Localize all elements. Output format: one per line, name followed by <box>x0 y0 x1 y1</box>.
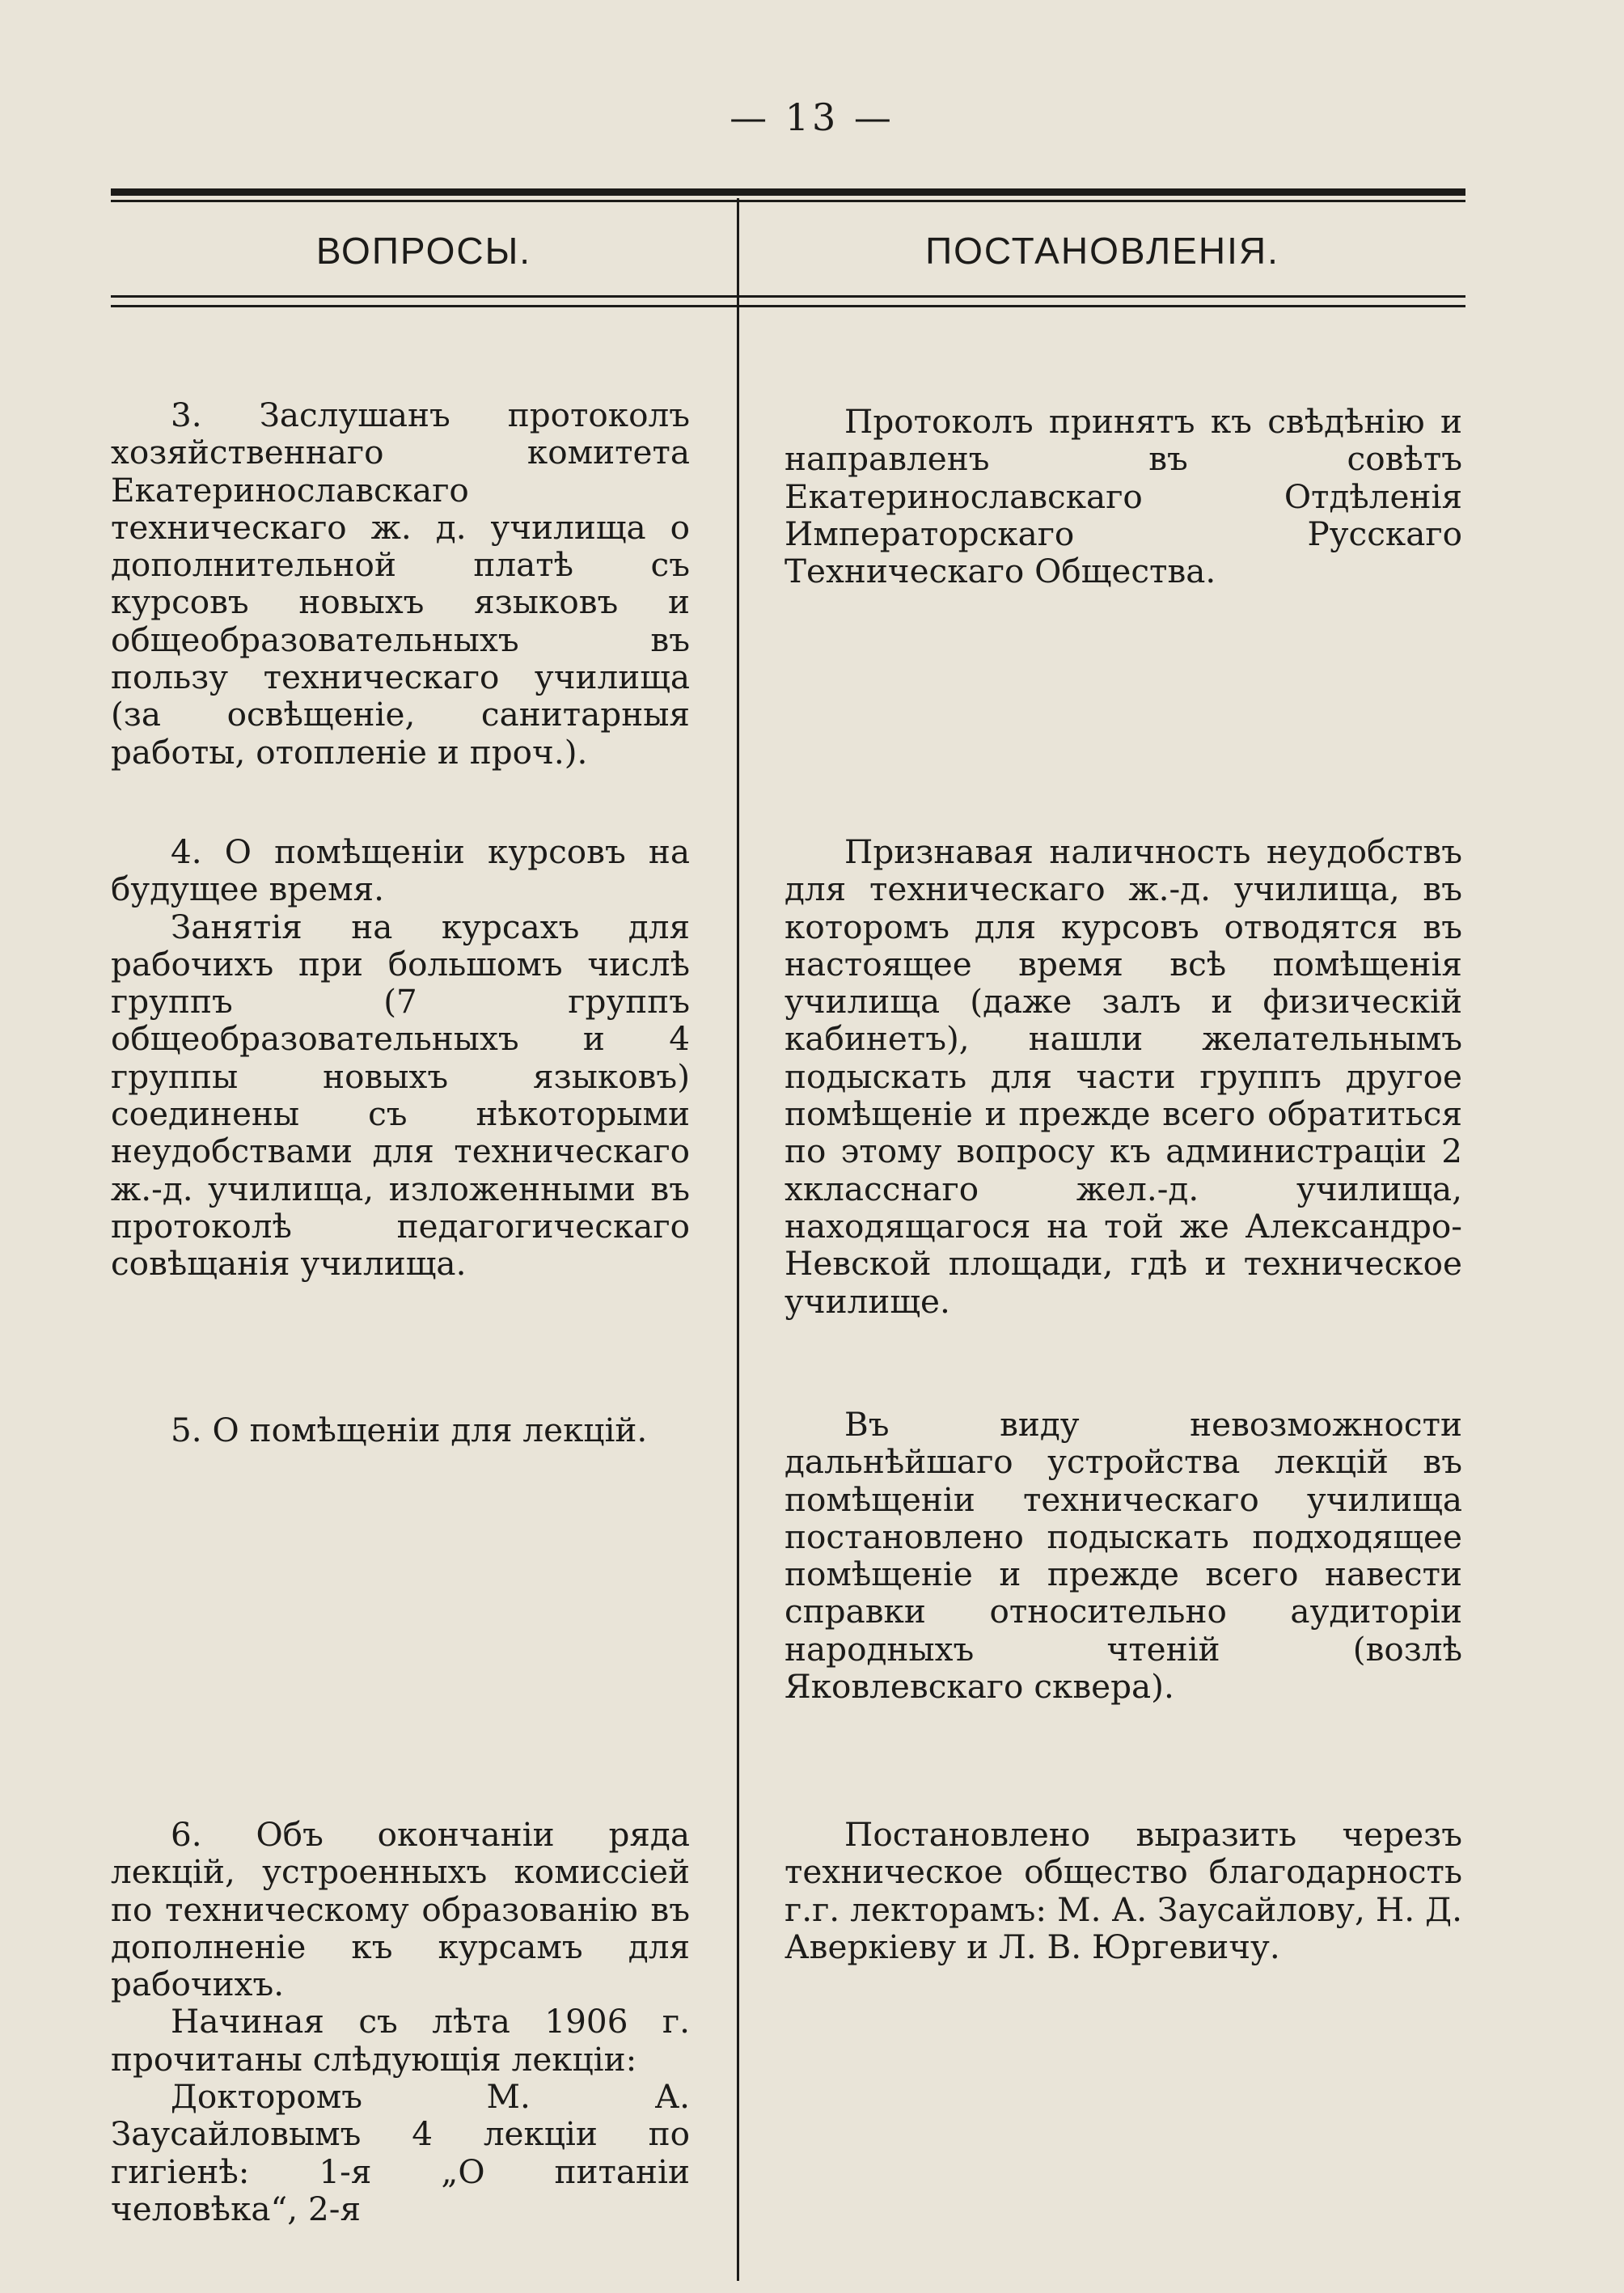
question-6-title: 6. Объ окончаніи ряда лекцій, устроенныхъ комиссіей по техническому образованію въ дополненіе къ курсамъ для рабочихъ. <box>111 1815 690 2004</box>
resolution-3-text: Протоколъ принятъ къ свѣдѣнію и направленъ въ совѣтъ Екатеринославскаго Отдѣленія Императорскаго Русскаго Техническаго Общества. <box>785 402 1462 591</box>
question-6-text: Начиная съ лѣта 1906 г. прочитаны слѣдующія лекціи: <box>111 2002 690 2079</box>
resolution-3 <box>785 403 1462 590</box>
resolution-6 <box>785 1816 1462 1965</box>
header-top-rule <box>111 188 1465 196</box>
column-header-resolutions: ПОСТАНОВЛЕНІЯ. <box>925 230 1279 272</box>
question-5 <box>111 1411 690 1449</box>
question-3 <box>111 396 690 771</box>
question-6-text-continued: Докторомъ М. А. Заусайловымъ 4 лекціи по гигіенѣ: 1-я „О питаніи человѣка“, 2-я <box>111 2077 690 2228</box>
resolution-5 <box>785 1406 1462 1705</box>
column-divider <box>737 198 739 2281</box>
resolution-5-text: Въ виду невозможности дальнѣйшаго устройства лекцій въ помѣщеніи техническаго училища постановлено подыскать подходящее помѣщеніе и прежде всего навести справки относительно аудиторіи народныхъ чтеній (возлѣ Яковлевскаго сквера). <box>785 1405 1462 1707</box>
question-5-text: 5. О помѣщеніи для лекцій. <box>171 1411 648 1449</box>
question-3-text: 3. Заслушанъ протоколъ хозяйственнаго комитета Екатеринославскаго техническаго ж. д. училища о дополнительной платѣ съ курсовъ новыхъ языковъ и общеобразовательныхъ въ пользу техническаго училища (за освѣщеніе, санитарныя работы, отопленіе и проч.). <box>111 396 690 772</box>
header-bottom-rule-2 <box>111 305 1465 307</box>
column-header-questions: ВОПРОСЫ. <box>315 230 532 272</box>
resolution-6-text: Постановлено выразить черезъ техническое общество благодарность г.г. лекторамъ: М. А. Заусайлову, Н. Д. Аверкіеву и Л. В. Юргевичу. <box>785 1815 1462 1966</box>
page-number: — 13 — <box>730 95 894 139</box>
question-6 <box>111 1816 690 2227</box>
resolution-4-text: Признавая наличность неудобствъ для техническаго ж.-д. училища, въ которомъ для курсовъ отводятся въ настоящее время всѣ помѣщенія училища (даже залъ и физическій кабинетъ), нашли желательнымъ подыскать для части группъ другое помѣщеніе и прежде всего обратиться по этому вопросу къ администраціи 2 хкласснаго жел.-д. училища, находящагося на той же Александро-Невской площади, гдѣ и техническое училище. <box>785 832 1462 1321</box>
question-4-title: 4. О помѣщеніи курсовъ на будущее время. <box>111 832 690 909</box>
header-bottom-rule <box>111 295 1465 298</box>
question-4 <box>111 833 690 1283</box>
question-4-text: Занятія на курсахъ для рабочихъ при большомъ числѣ группъ (7 группъ общеобразовательныхъ и 4 группы новыхъ языковъ) соединены съ нѣкоторыми неудобствами для техническаго ж.-д. училища, изложенными въ протоколѣ педагогическаго совѣщанія училища. <box>111 907 690 1284</box>
resolution-4 <box>785 833 1462 1320</box>
header-top-rule-thin <box>111 200 1465 202</box>
